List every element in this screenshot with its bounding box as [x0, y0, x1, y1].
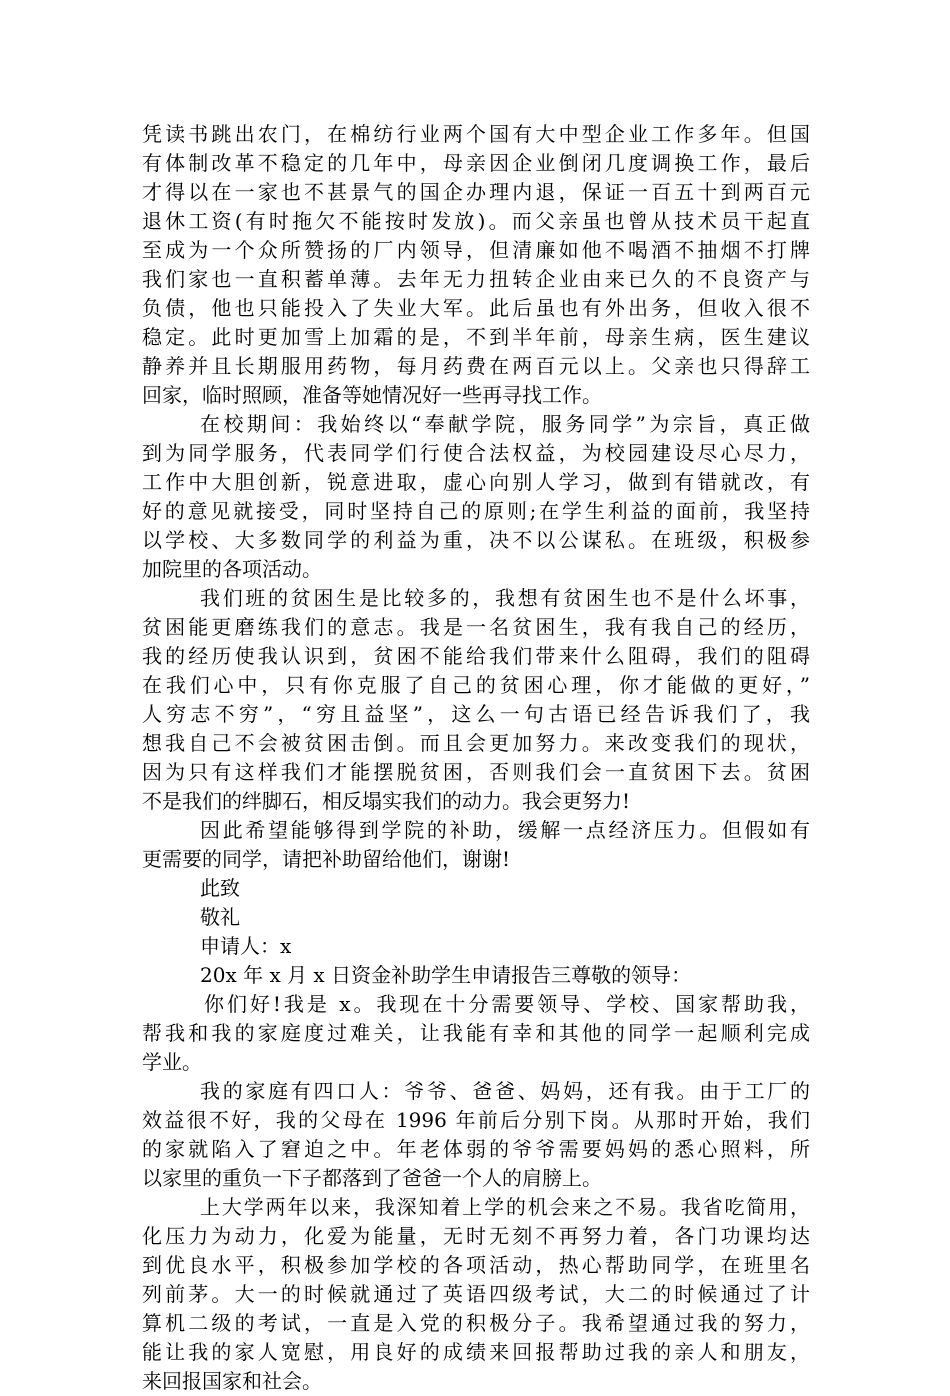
text-line: 帮我和我的家庭度过难关，让我能有幸和其他的同学一起顺利完成	[142, 1021, 810, 1045]
document-body	[142, 120, 810, 1396]
text-line: 你们好!我是 x。我现在十分需要领导、学校、国家帮助我，	[204, 992, 810, 1016]
text-line: 凭读书跳出农门，在棉纺行业两个国有大中型企业工作多年。但国	[142, 122, 810, 146]
text-line: 工作中大胆创新，锐意进取，虚心向别人学习，做到有错就改，有	[142, 470, 810, 494]
family-members-paragraph	[142, 1077, 810, 1193]
poverty-paragraph	[142, 584, 810, 816]
text-line: 学业。	[142, 1050, 202, 1074]
text-line: 有体制改革不稳定的几年中，母亲因企业倒闭几度调换工作，最后	[142, 151, 810, 175]
text-line: 更需要的同学，请把补助留给他们，谢谢!	[142, 847, 511, 871]
text-line: 以学校、大多数同学的利益为重，决不以公谋私。在班级，积极参	[142, 528, 810, 552]
text-line: 至成为一个众所赞扬的厂内领导，但清廉如他不喝酒不抽烟不打牌	[142, 238, 810, 262]
text-line: 因此希望能够得到学院的补助，缓解一点经济压力。但假如有	[200, 818, 810, 842]
family-background-paragraph	[142, 120, 810, 410]
text-line: 的家就陷入了窘迫之中。年老体弱的爷爷需要妈妈的悉心照料，所	[142, 1137, 810, 1161]
text-line: 好的意见就接受，同时坚持自己的原则;在学生利益的面前，我坚持	[142, 499, 810, 523]
text-line: 我们家也一直积蓄单薄。去年无力扭转企业由来已久的不良资产与	[142, 267, 810, 291]
text-line: 加院里的各项活动。	[142, 557, 322, 581]
text-line: 敬礼	[200, 905, 240, 929]
request-paragraph	[142, 816, 810, 874]
text-line: 退休工资(有时拖欠不能按时发放)。而父亲虽也曾从技术员干起直	[142, 209, 810, 233]
text-line: 在校期间：我始终以“奉献学院，服务同学”为宗旨，真正做	[200, 412, 810, 436]
closing-jingli	[142, 903, 810, 932]
greeting-paragraph	[142, 990, 810, 1077]
text-line: 效益很不好，我的父母在 1996 年前后分别下岗。从那时开始，我们	[142, 1108, 810, 1132]
text-line: 此致	[200, 876, 240, 900]
text-line: 到优良水平，积极参加学校的各项活动，热心帮助同学，在班里名	[142, 1253, 810, 1277]
text-line: 算机二级的考试，一直是入党的积极分子。我希望通过我的努力，	[142, 1311, 810, 1335]
text-line: 我们班的贫困生是比较多的，我想有贫困生也不是什么坏事，	[200, 586, 810, 610]
text-line: 化压力为动力，化爱为能量，无时无刻不再努力着，各门功课均达	[142, 1224, 810, 1248]
text-line: 静养并且长期服用药物，每月药费在两百元以上。父亲也只得辞工	[142, 354, 810, 378]
text-line: 能让我的家人宽慰，用良好的成绩来回报帮助过我的亲人和朋友，	[142, 1340, 810, 1364]
school-period-paragraph	[142, 410, 810, 584]
text-line: 在我们心中，只有你克服了自己的贫困心理，你才能做的更好，”	[142, 673, 810, 697]
text-line: 才得以在一家也不甚景气的国企办理内退，保证一百五十到两百元	[142, 180, 810, 204]
text-line: 列前茅。大一的时候就通过了英语四级考试，大二的时候通过了计	[142, 1282, 810, 1306]
text-line: 稳定。此时更加雪上加霜的是，不到半年前，母亲生病，医生建议	[142, 325, 810, 349]
text-line: 我的家庭有四口人：爷爷、爸爸、妈妈，还有我。由于工厂的	[200, 1079, 810, 1103]
text-line: 以家里的重负一下子都落到了爸爸一个人的肩膀上。	[142, 1166, 602, 1190]
text-line: 到为同学服务，代表同学们行使合法权益，为校园建设尽心尽力，	[142, 441, 810, 465]
closing-cizhi	[142, 874, 810, 903]
text-line: 我的经历使我认识到，贫困不能给我们带来什么阻碍，我们的阻碍	[142, 644, 810, 668]
text-line: 20x 年 x 月 x 日资金补助学生申请报告三尊敬的领导：	[200, 963, 692, 987]
applicant-line	[142, 932, 810, 961]
text-line: 贫困能更磨练我们的意志。我是一名贫困生，我有我自己的经历，	[142, 615, 810, 639]
text-line: 回家，临时照顾，准备等她情况好一些再寻找工作。	[142, 383, 602, 407]
text-line: 不是我们的绊脚石，相反塌实我们的动力。我会更努力!	[142, 789, 631, 813]
university-paragraph	[142, 1193, 810, 1396]
text-line: 来回报国家和社会。	[142, 1369, 322, 1393]
text-line: 负债，他也只能投入了失业大军。此后虽也有外出务，但收入很不	[142, 296, 810, 320]
text-line: 因为只有这样我们才能摆脱贫困，否则我们会一直贫困下去。贫困	[142, 760, 810, 784]
text-line: 上大学两年以来，我深知着上学的机会来之不易。我省吃简用，	[200, 1195, 810, 1219]
text-line: 人穷志不穷”，“穷且益坚”，这么一句古语已经告诉我们了，我	[142, 702, 810, 726]
text-line: 申请人：x	[200, 934, 292, 958]
text-line: 想我自己不会被贫困击倒。而且会更加努力。来改变我们的现状，	[142, 731, 810, 755]
date-and-third-report-heading	[142, 961, 810, 990]
